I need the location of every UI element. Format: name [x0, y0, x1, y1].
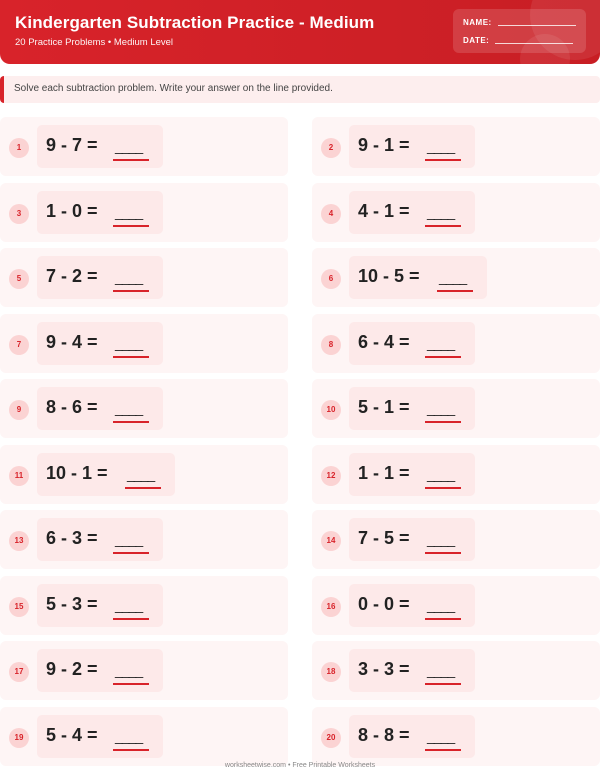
name-label: NAME: [463, 18, 492, 27]
answer-blank[interactable]: ____ [115, 269, 143, 285]
name-line[interactable] [498, 25, 576, 26]
equation-box [349, 453, 475, 496]
answer-underline [113, 683, 149, 685]
answer-underline [113, 356, 149, 358]
answer-underline [113, 749, 149, 751]
answer-blank[interactable]: ____ [427, 597, 455, 613]
answer-blank[interactable]: ____ [115, 335, 143, 351]
equation-box [37, 518, 163, 561]
equation-box [349, 191, 475, 234]
footer-text: worksheetwise.com • Free Printable Worksheets [224, 762, 376, 769]
answer-blank[interactable]: ____ [115, 204, 143, 220]
answer-underline [425, 618, 461, 620]
equation: 10 - 1 = [46, 463, 108, 483]
equation: 9 - 2 = [46, 659, 98, 679]
answer-underline [125, 487, 161, 489]
answer-underline [425, 487, 461, 489]
equation-box [349, 518, 475, 561]
equation-box [37, 584, 163, 627]
problem-card [312, 641, 600, 700]
answer-underline [425, 683, 461, 685]
equation: 3 - 3 = [358, 659, 410, 679]
equation-box [349, 125, 475, 168]
answer-underline [425, 749, 461, 751]
answer-blank[interactable]: ____ [439, 269, 467, 285]
answer-underline [425, 225, 461, 227]
problem-number: 16 [321, 597, 341, 617]
date-label: DATE: [463, 36, 490, 45]
problem-number: 15 [9, 597, 29, 617]
problem-card [0, 641, 288, 700]
answer-blank[interactable]: ____ [427, 138, 455, 154]
equation: 6 - 3 = [46, 528, 98, 548]
answer-blank[interactable]: ____ [115, 400, 143, 416]
problem-number: 14 [321, 531, 341, 551]
answer-blank[interactable]: ____ [115, 531, 143, 547]
problem-card [312, 314, 600, 373]
equation-box [349, 584, 475, 627]
answer-underline [425, 356, 461, 358]
problem-card [0, 576, 288, 635]
equation-box [37, 256, 163, 299]
problem-card [0, 248, 288, 307]
problem-number: 10 [321, 400, 341, 420]
answer-underline [425, 552, 461, 554]
equation: 9 - 4 = [46, 332, 98, 352]
equation-box [37, 322, 163, 365]
problem-card [0, 510, 288, 569]
problem-number: 18 [321, 662, 341, 682]
equation-box [37, 453, 175, 496]
answer-blank[interactable]: ____ [115, 662, 143, 678]
instructions-banner [0, 76, 600, 103]
equation: 10 - 5 = [358, 266, 420, 286]
equation: 1 - 0 = [46, 201, 98, 221]
equation-box [349, 649, 475, 692]
problem-number: 13 [9, 531, 29, 551]
problem-number: 12 [321, 466, 341, 486]
equation: 9 - 7 = [46, 135, 98, 155]
equation-box [349, 715, 475, 758]
problem-number: 17 [9, 662, 29, 682]
answer-blank[interactable]: ____ [427, 400, 455, 416]
equation: 8 - 8 = [358, 725, 410, 745]
equation-box [349, 387, 475, 430]
problem-number: 1 [9, 138, 29, 158]
problem-card [312, 707, 600, 766]
problem-card [312, 510, 600, 569]
equation: 5 - 4 = [46, 725, 98, 745]
answer-blank[interactable]: ____ [427, 335, 455, 351]
problem-number: 2 [321, 138, 341, 158]
answer-blank[interactable]: ____ [427, 662, 455, 678]
equation: 4 - 1 = [358, 201, 410, 221]
problem-number: 20 [321, 728, 341, 748]
equation-box [37, 125, 163, 168]
answer-blank[interactable]: ____ [115, 138, 143, 154]
problem-number: 5 [9, 269, 29, 289]
problem-card [312, 248, 600, 307]
problem-card [0, 379, 288, 438]
worksheet-subtitle: 20 Practice Problems • Medium Level [15, 37, 174, 48]
answer-blank[interactable]: ____ [427, 466, 455, 482]
equation: 8 - 6 = [46, 397, 98, 417]
answer-underline [113, 290, 149, 292]
worksheet-header [0, 0, 600, 64]
answer-underline [113, 159, 149, 161]
problem-number: 11 [9, 466, 29, 486]
answer-underline [425, 159, 461, 161]
problem-card [0, 314, 288, 373]
equation-box [37, 649, 163, 692]
answer-underline [437, 290, 473, 292]
problem-number: 7 [9, 335, 29, 355]
answer-blank[interactable]: ____ [115, 728, 143, 744]
name-date-box [453, 9, 586, 53]
equation-box [37, 715, 163, 758]
problem-number: 4 [321, 204, 341, 224]
problem-number: 9 [9, 400, 29, 420]
answer-blank[interactable]: ____ [427, 204, 455, 220]
equation: 9 - 1 = [358, 135, 410, 155]
equation: 6 - 4 = [358, 332, 410, 352]
equation-box [37, 387, 163, 430]
answer-blank[interactable]: ____ [427, 728, 455, 744]
problem-card [312, 445, 600, 504]
date-row [463, 36, 573, 45]
worksheet-title: Kindergarten Subtraction Practice - Medium [15, 13, 375, 32]
problem-number: 6 [321, 269, 341, 289]
problem-card [0, 117, 288, 176]
answer-blank[interactable]: ____ [115, 597, 143, 613]
equation-box [37, 191, 163, 234]
answer-blank[interactable]: ____ [427, 531, 455, 547]
name-row [463, 18, 576, 27]
problem-card [312, 183, 600, 242]
problem-card [0, 707, 288, 766]
problem-card [0, 445, 288, 504]
problem-number: 19 [9, 728, 29, 748]
answer-underline [113, 618, 149, 620]
answer-underline [113, 421, 149, 423]
answer-blank[interactable]: ____ [127, 466, 155, 482]
problem-card [312, 576, 600, 635]
problem-number: 8 [321, 335, 341, 355]
equation: 7 - 2 = [46, 266, 98, 286]
answer-underline [113, 225, 149, 227]
answer-underline [113, 552, 149, 554]
instructions-text: Solve each subtraction problem. Write your answer on the line provided. [14, 83, 333, 94]
equation-box [349, 322, 475, 365]
equation: 0 - 0 = [358, 594, 410, 614]
answer-underline [425, 421, 461, 423]
equation: 5 - 1 = [358, 397, 410, 417]
equation: 5 - 3 = [46, 594, 98, 614]
equation: 7 - 5 = [358, 528, 410, 548]
equation-box [349, 256, 487, 299]
problem-card [0, 183, 288, 242]
problem-card [312, 117, 600, 176]
problem-number: 3 [9, 204, 29, 224]
equation: 1 - 1 = [358, 463, 410, 483]
date-line[interactable] [495, 43, 573, 44]
problem-card [312, 379, 600, 438]
